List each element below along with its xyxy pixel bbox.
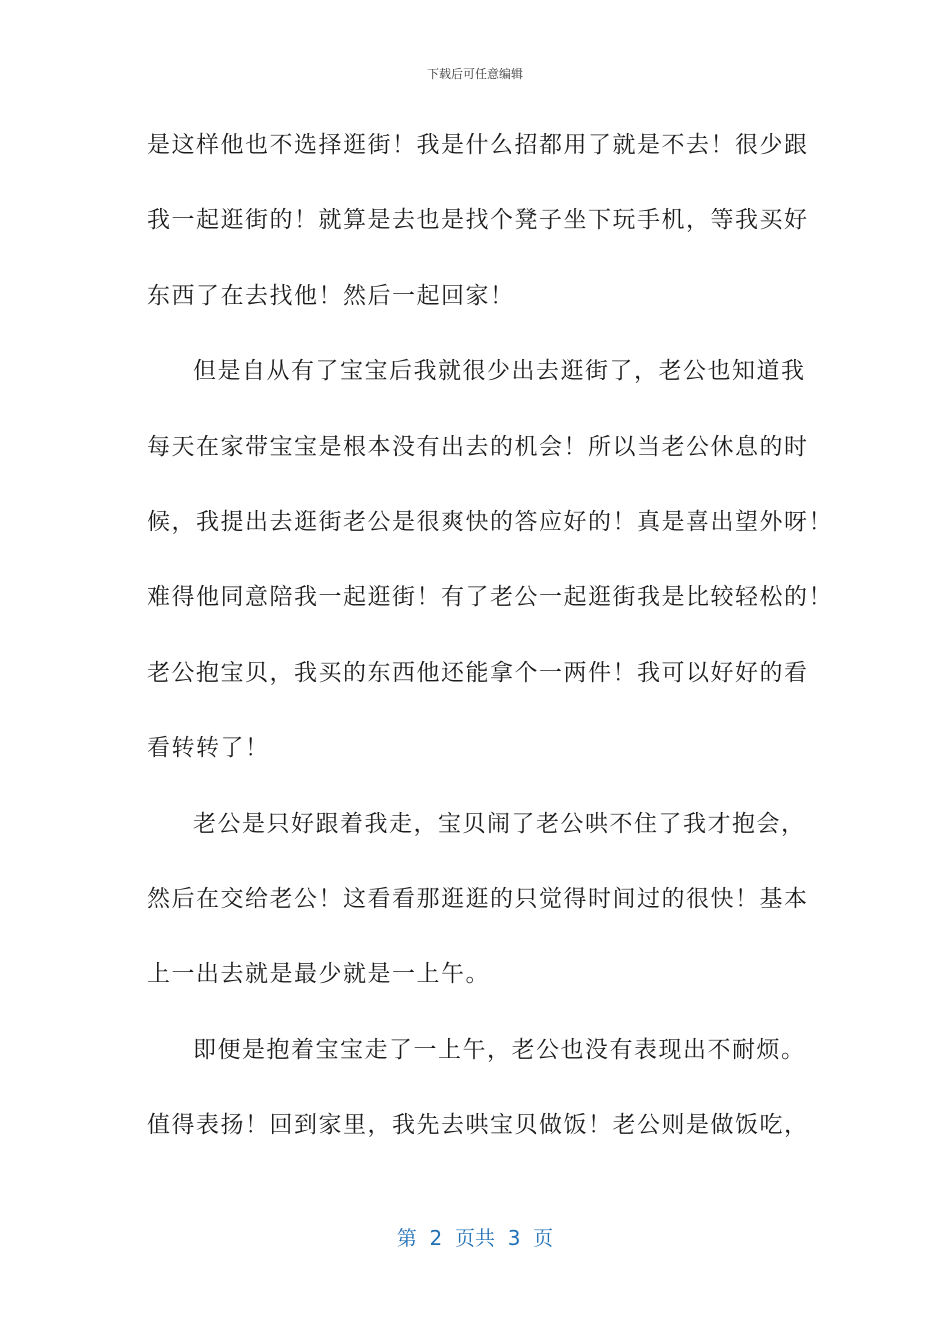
text-line: 是这样他也不选择逛街！我是什么招都用了就是不去！很少跟 xyxy=(147,132,809,158)
document-body xyxy=(147,120,833,1175)
text-line: 上一出去就是最少就是一上午。 xyxy=(147,961,490,988)
page-number-footer xyxy=(0,1224,950,1252)
text-line: 老公抱宝贝，我买的东西他还能拿个一两件！我可以好好的看 xyxy=(147,659,809,686)
text-line-paragraph-start: 即便是抱着宝宝走了一上午，老公也没有表现出不耐烦。 xyxy=(193,1036,806,1063)
text-line: 难得他同意陪我一起逛街！有了老公一起逛街我是比较轻松的！ xyxy=(147,584,833,611)
page-header: 下载后可任意编辑 xyxy=(426,67,523,81)
footer-label-prefix: 第 xyxy=(396,1226,417,1250)
text-line: 看转转了！ xyxy=(147,735,270,762)
text-line: 候，我提出去逛街老公是很爽快的答应好的！真是喜出望外呀！ xyxy=(147,508,833,535)
text-line: 每天在家带宝宝是根本没有出去的机会！所以当老公休息的时 xyxy=(147,433,809,460)
text-line-paragraph-start: 但是自从有了宝宝后我就很少出去逛街了，老公也知道我 xyxy=(193,358,806,385)
total-pages-number: 3 xyxy=(507,1226,521,1250)
footer-label-suffix: 页 xyxy=(533,1226,554,1250)
current-page-number: 2 xyxy=(429,1226,443,1250)
text-line: 我一起逛街的！就算是去也是找个凳子坐下玩手机，等我买好 xyxy=(147,207,809,234)
text-line: 值得表扬！回到家里，我先去哄宝贝做饭！老公则是做饭吃， xyxy=(147,1112,809,1139)
text-line-paragraph-start: 老公是只好跟着我走，宝贝闹了老公哄不住了我才抱会， xyxy=(193,810,806,837)
text-line: 然后在交给老公！这看看那逛逛的只觉得时间过的很快！基本 xyxy=(147,885,809,912)
text-line: 东西了在去找他！然后一起回家！ xyxy=(147,282,515,309)
footer-label-middle: 页共 xyxy=(455,1226,495,1250)
